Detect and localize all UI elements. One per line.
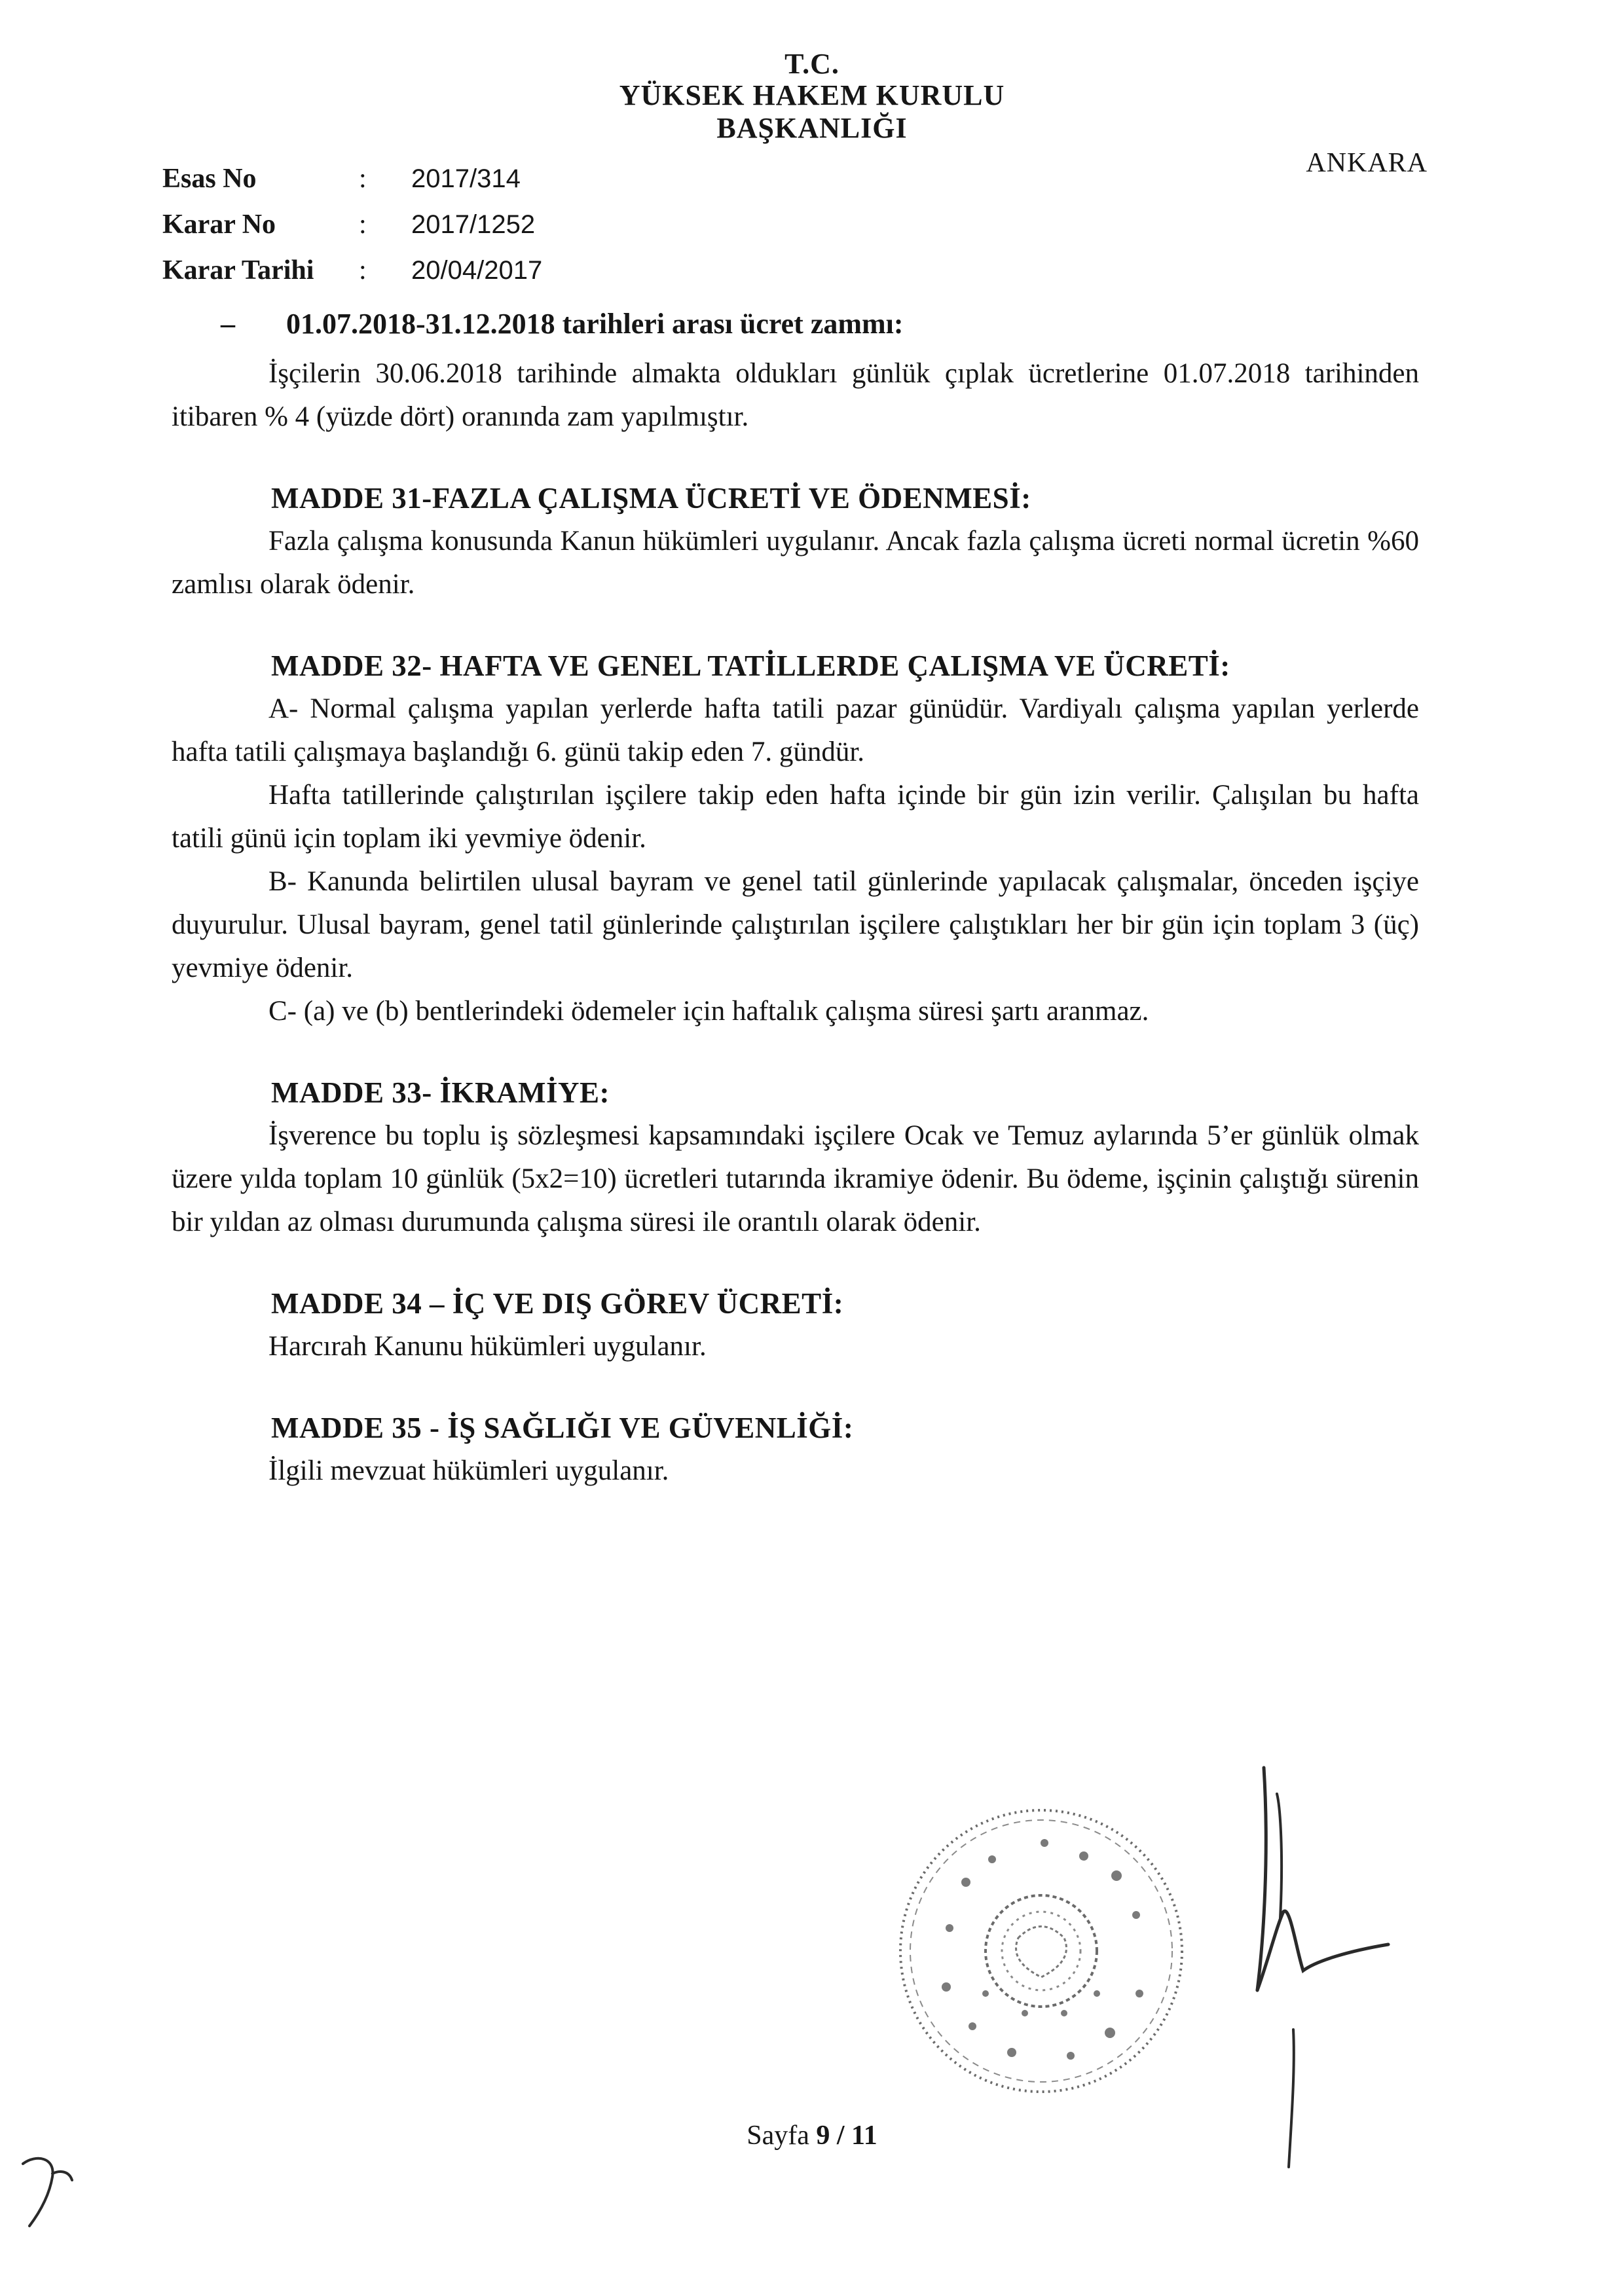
official-seal-icon (887, 1797, 1195, 2105)
madde32-a: A- Normal çalışma yapılan yerlerde hafta tatili pazar günüdür. Vardiyalı çalışma yapılan yerlerde hafta tatili çalışmaya başlandığı 6. günü takip eden 7. gündür. (172, 693, 1419, 767)
zam-dash: – (221, 308, 235, 340)
madde33-title: MADDE 33- İKRAMİYE: (271, 1076, 610, 1109)
madde34-text: Harcırah Kanunu hükümleri uygulanır. (268, 1331, 707, 1362)
madde31-text: Fazla çalışma konusunda Kanun hükümleri uygulanır. Ancak fazla çalışma ücreti normal ücretin %60 zamlısı olarak ödenir. (172, 526, 1419, 600)
zam-title: 01.07.2018-31.12.2018 tarihleri arası ücret zammı: (286, 308, 904, 340)
header-presidency: BAŞKANLIĞI (716, 112, 908, 144)
karar-label: Karar No (162, 210, 276, 240)
handwritten-initial-icon (16, 2151, 75, 2229)
zam-heading (172, 302, 1419, 346)
madde35-title: MADDE 35 - İŞ SAĞLIĞI VE GÜVENLİĞİ: (271, 1412, 854, 1444)
header-institution: YÜKSEK HAKEM KURULU (619, 79, 1005, 111)
esas-row (162, 156, 542, 202)
tarih-colon: : (359, 255, 367, 285)
madde33-text: İşverence bu toplu iş sözleşmesi kapsamındaki işçilere Ocak ve Temuz aylarında 5’er günlük olmak üzere yılda toplam 10 günlük (5x2=10) ücretleri tutarında ikramiye ödenir. Bu ödeme, işçinin çalıştığı sürenin bir yıldan az olması durumunda çalışma süresi ile orantılı olarak ödenir. (172, 1120, 1419, 1237)
karar-value: 2017/1252 (411, 210, 536, 239)
madde32-c: C- (a) ve (b) bentlerindeki ödemeler için haftalık çalışma süresi şartı aranmaz. (268, 996, 1149, 1027)
zam-text: İşçilerin 30.06.2018 tarihinde almakta oldukları günlük çıplak ücretlerine 01.07.2018 tarihinden itibaren % 4 (yüzde dört) oranında zam yapılmıştır. (172, 358, 1419, 432)
madde34-title: MADDE 34 – İÇ VE DIŞ GÖREV ÜCRETİ: (271, 1287, 844, 1320)
madde31-title: MADDE 31-FAZLA ÇALIŞMA ÜCRETİ VE ÖDENMESİ: (271, 482, 1031, 515)
esas-value: 2017/314 (411, 164, 521, 193)
document-body (172, 302, 1419, 1493)
tarih-value: 20/04/2017 (411, 256, 543, 285)
karar-colon: : (359, 210, 367, 240)
madde32-a2: Hafta tatillerinde çalıştırılan işçilere takip eden hafta içinde bir gün izin verilir. Çalışılan bu hafta tatili günü için toplam iki yevmiye ödenir. (172, 780, 1419, 854)
page-number: 9 / 11 (816, 2121, 877, 2151)
handwritten-signature-icon (1218, 1755, 1401, 2174)
madde32-b: B- Kanunda belirtilen ulusal bayram ve genel tatil günlerinde yapılacak çalışmalar, önceden işçiye duyurulur. Ulusal bayram, genel tatil günlerinde çalıştırılan işçilere çalıştıkları her bir gün için toplam 3 (üç) yevmiye ödenir. (172, 866, 1419, 983)
madde35-text: İlgili mevzuat hükümleri uygulanır. (268, 1455, 669, 1486)
tarih-label: Karar Tarihi (162, 255, 314, 285)
header-tc: T.C. (784, 48, 840, 80)
tarih-row (162, 247, 542, 293)
esas-colon: : (359, 164, 367, 194)
case-meta (162, 156, 542, 293)
page-label: Sayfa (747, 2121, 809, 2151)
city-label: ANKARA (1306, 148, 1428, 178)
page-footer (0, 2120, 1624, 2151)
madde32-title: MADDE 32- HAFTA VE GENEL TATİLLERDE ÇALIŞMA VE ÜCRETİ: (271, 649, 1230, 682)
esas-label: Esas No (162, 164, 257, 194)
karar-row (162, 202, 542, 247)
